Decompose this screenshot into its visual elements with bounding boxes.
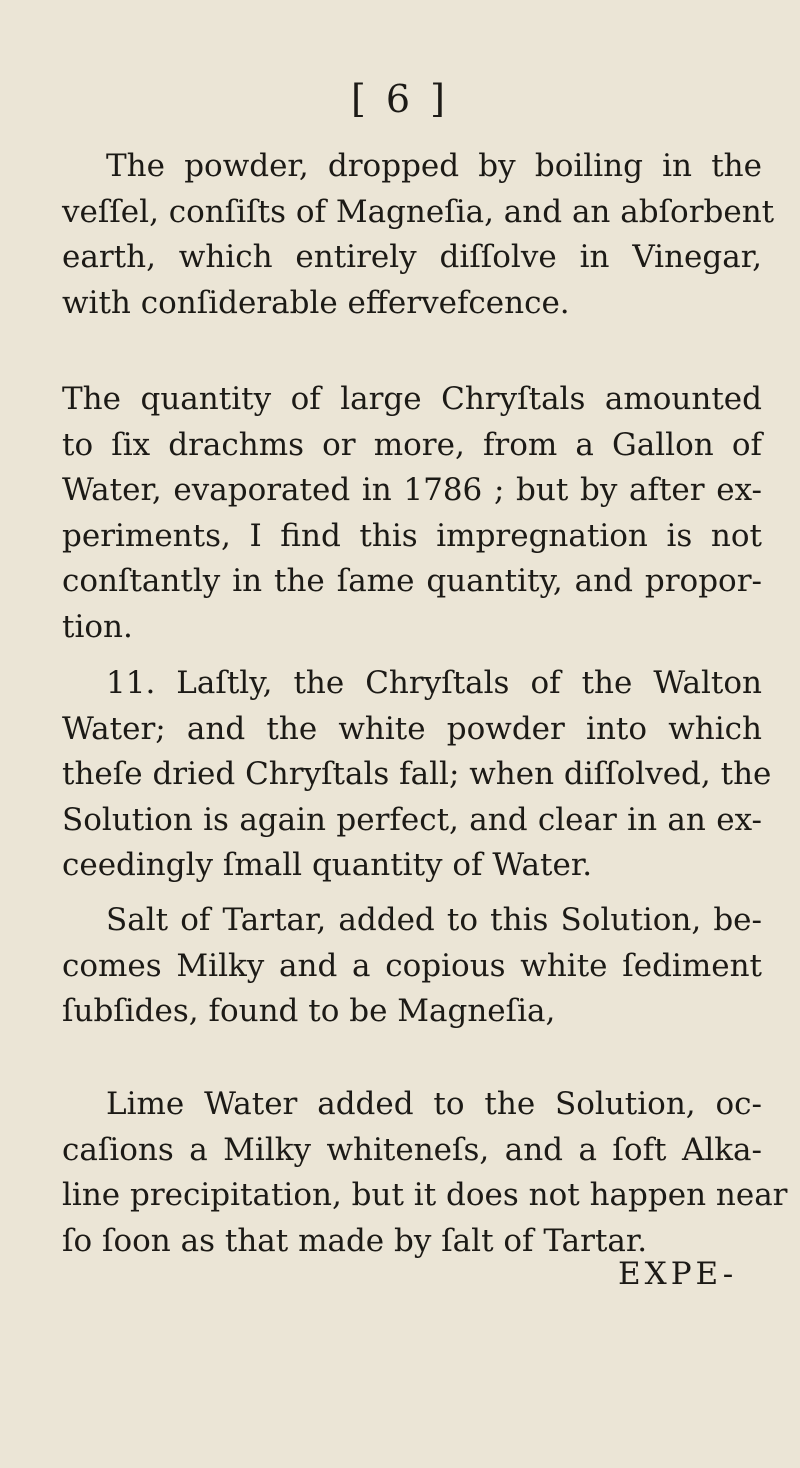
text-line: Salt of Tartar, added to this Solution, be- xyxy=(106,902,762,938)
text-line: veſſel, conſiſts of Magneſia, and an abſorbent xyxy=(62,193,775,230)
text-line: Water; and the white powder into which xyxy=(62,710,762,747)
text-line: Water, evaporated in 1786 ; but by after ex- xyxy=(62,472,762,508)
text-line: to ſix drachms or more, from a Gallon of xyxy=(62,426,762,463)
text-line: The quantity of large Chryſtals amounted xyxy=(62,381,762,417)
text-line: The powder, dropped by boiling in the xyxy=(106,148,762,184)
paragraph-quantity xyxy=(62,377,762,650)
text-line: theſe dried Chryſtals fall; when diſſolved, the xyxy=(62,756,772,792)
text-line: 11. Laſtly, the Chryſtals of the Walton xyxy=(106,665,762,701)
text-line: earth, which entirely diſſolve in Vinegar, xyxy=(62,239,762,275)
paragraph-salt-of-tartar xyxy=(62,898,762,1035)
text-line: ceedingly ſmall quantity of Water. xyxy=(62,847,593,883)
text-line: tion. xyxy=(62,608,133,645)
text-line: line precipitation, but it does not happen near xyxy=(62,1177,788,1213)
text-line: Lime Water added to the Solution, oc- xyxy=(106,1086,762,1122)
paragraph-powder xyxy=(62,144,775,326)
text-line: conſtantly in the ſame quantity, and propor- xyxy=(62,563,762,599)
paragraph-lime-water xyxy=(62,1082,788,1264)
text-line: periments, I find this impregnation is not xyxy=(62,517,762,554)
text-line: with conſiderable effervefcence. xyxy=(62,284,570,321)
text-line: ſubſides, found to be Magneſia, xyxy=(62,993,556,1029)
text-line: caſions a Milky whiteneſs, and a ſoft Alka- xyxy=(62,1131,762,1168)
text-line: ſo ſoon as that made by ſalt of Tartar. xyxy=(62,1222,648,1259)
paragraph-lastly xyxy=(62,661,772,889)
page-number: [ 6 ] xyxy=(351,77,449,121)
catchword: EXPE- xyxy=(618,1256,738,1292)
text-line: Solution is again perfect, and clear in an ex- xyxy=(62,801,762,838)
text-line: comes Milky and a copious white ſediment xyxy=(62,947,762,984)
